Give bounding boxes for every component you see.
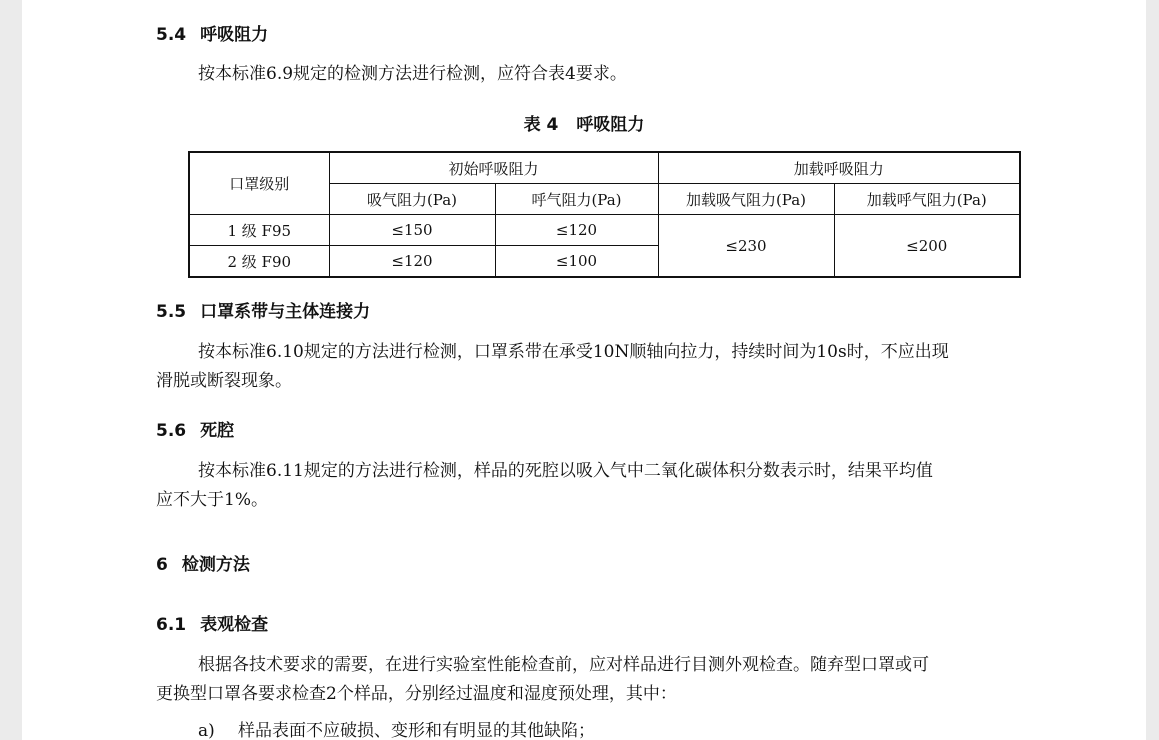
list-marker: a) [198,721,215,740]
table-header-row [189,152,1020,184]
section-title: 检测方法 [181,555,250,575]
section-title: 口罩系带与主体连接力 [200,302,371,322]
table-caption-title: 呼吸阻力 [576,115,645,135]
paragraph-5-4: 按本标准6.9规定的检测方法进行检测，应符合表4要求。 [198,64,627,84]
breathing-resistance-table [188,151,1021,278]
table-row [189,215,1020,246]
section-number: 5.5 [156,302,187,322]
paragraph-line: 滑脱或断裂现象。 [156,371,292,391]
cell-loaded-exhale: ≤200 [834,215,1020,278]
paragraph-5-5 [156,338,949,396]
paragraph-line: 根据各技术要求的需要，在进行实验室性能检查前，应对样品进行目测外观检查。随弃型口罩或可 [198,655,929,675]
header-loaded-inhale-resistance: 加载吸气阻力(Pa) [658,184,834,215]
header-loaded-resistance: 加载呼吸阻力 [658,152,1020,184]
paragraph-line: 应不大于1%。 [156,490,268,510]
cell-exhale: ≤120 [495,215,658,246]
cell-inhale: ≤150 [329,215,495,246]
section-number: 6.1 [156,615,187,635]
list-item-text: 样品表面不应破损、变形和有明显的其他缺陷； [238,721,595,740]
section-heading-6-1 [156,610,268,635]
header-loaded-exhale-resistance: 加载呼气阻力(Pa) [834,184,1020,215]
section-number: 5.4 [156,25,187,45]
section-title: 死腔 [200,421,235,441]
section-heading-6 [156,550,250,575]
section-heading-5-4 [156,20,268,45]
paragraph-6-1 [156,651,929,709]
paragraph-line: 按本标准6.11规定的方法进行检测，样品的死腔以吸入气中二氧化碳体积分数表示时，结果平均值 [198,461,933,481]
section-title: 呼吸阻力 [200,25,269,45]
paragraph-line: 按本标准6.10规定的方法进行检测，口罩系带在承受10N顺轴向拉力，持续时间为10s时，不应出现 [198,342,949,362]
cell-level: 1 级 F95 [189,215,329,246]
table-caption-label: 表 4 [523,115,559,135]
cell-level: 2 级 F90 [189,246,329,278]
header-exhale-resistance: 呼气阻力(Pa) [495,184,658,215]
section-heading-5-6 [156,416,234,441]
cell-inhale: ≤120 [329,246,495,278]
paragraph-line: 更换型口罩各要求检查2个样品，分别经过温度和湿度预处理，其中： [156,684,677,704]
document-page [22,0,1146,740]
table-caption [22,110,1146,135]
list-item-a [198,716,595,740]
section-number: 5.6 [156,421,187,441]
header-initial-resistance: 初始呼吸阻力 [329,152,658,184]
section-title: 表观检查 [200,615,269,635]
header-inhale-resistance: 吸气阻力(Pa) [329,184,495,215]
cell-exhale: ≤100 [495,246,658,278]
cell-loaded-inhale: ≤230 [658,215,834,278]
section-number: 6 [156,555,168,575]
paragraph-5-6 [156,457,933,515]
header-mask-level: 口罩级别 [189,152,329,215]
section-heading-5-5 [156,297,370,322]
